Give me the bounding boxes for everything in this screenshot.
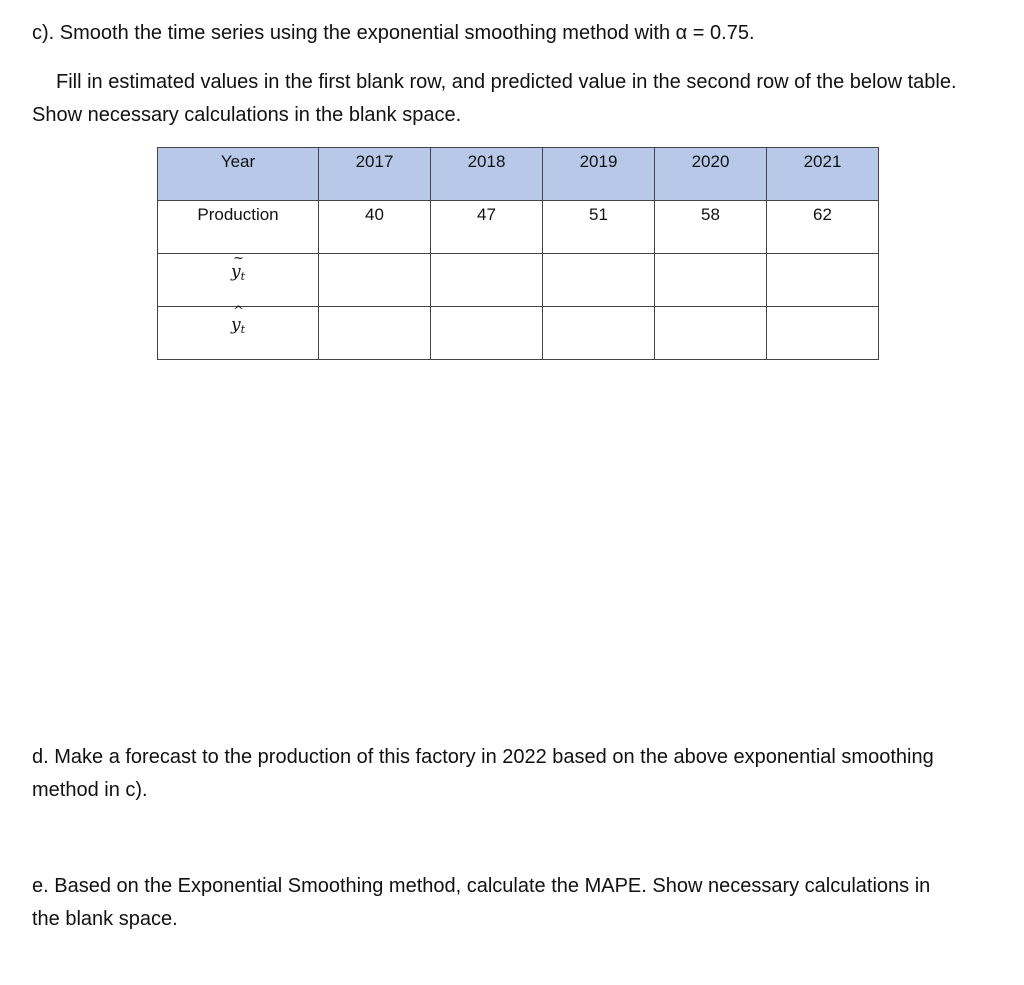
production-value: 62: [813, 205, 832, 224]
year-label: Year: [220, 152, 256, 171]
production-header-cell: [158, 201, 319, 254]
production-cell: [543, 201, 655, 254]
production-value: 47: [477, 205, 496, 224]
year-cell: [431, 148, 543, 201]
smoothed-symbol: [230, 251, 246, 283]
predicted-blank-cell[interactable]: [655, 307, 767, 360]
smoothed-blank-cell[interactable]: [655, 254, 767, 307]
smoothed-row: [158, 254, 879, 307]
production-label: Production: [197, 205, 279, 224]
year-cell: [655, 148, 767, 201]
production-cell: [767, 201, 879, 254]
smoothed-y: y: [230, 262, 241, 282]
smoothed-subscript: t: [240, 270, 246, 283]
year-row: [158, 148, 879, 201]
production-value: 58: [701, 205, 720, 224]
predicted-y: y: [230, 315, 241, 335]
production-value: 51: [589, 205, 608, 224]
year-value: 2020: [691, 152, 730, 171]
smoothed-header-cell: [158, 251, 319, 307]
year-value: 2018: [467, 152, 506, 171]
predicted-symbol: [230, 304, 246, 336]
question-c-instructions: Fill in estimated values in the first blank row, and predicted value in the second row of the below table. Show necessary calculations in the blank space.: [32, 71, 957, 126]
predicted-blank-cell[interactable]: [543, 307, 655, 360]
production-cell: [431, 201, 543, 254]
smoothed-blank-cell[interactable]: [319, 254, 431, 307]
smoothing-table: [157, 147, 879, 360]
year-cell: [543, 148, 655, 201]
question-d-text: d. Make a forecast to the production of this factory in 2022 based on the above exponential smoothing method in c).: [32, 746, 934, 801]
predicted-subscript: t: [240, 323, 246, 336]
year-cell: [767, 148, 879, 201]
smoothed-blank-cell[interactable]: [767, 254, 879, 307]
predicted-header-cell: [158, 304, 319, 360]
production-cell: [319, 201, 431, 254]
predicted-blank-cell[interactable]: [431, 307, 543, 360]
production-value: 40: [365, 205, 384, 224]
predicted-blank-cell[interactable]: [767, 307, 879, 360]
predicted-blank-cell[interactable]: [319, 307, 431, 360]
smoothed-blank-cell[interactable]: [543, 254, 655, 307]
year-value: 2019: [579, 152, 618, 171]
year-value: 2017: [355, 152, 394, 171]
year-cell: [319, 148, 431, 201]
question-c-title: c). Smooth the time series using the exponential smoothing method with α = 0.75.: [32, 22, 755, 44]
hat-accent: ^: [232, 304, 244, 319]
smoothed-blank-cell[interactable]: [431, 254, 543, 307]
year-header-cell: [158, 148, 319, 201]
production-cell: [655, 201, 767, 254]
production-row: [158, 201, 879, 254]
predicted-row: [158, 307, 879, 360]
year-value: 2021: [803, 152, 842, 171]
tilde-accent: ~: [232, 251, 244, 266]
question-e-text: e. Based on the Exponential Smoothing method, calculate the MAPE. Show necessary calculations in the blank space.: [32, 875, 931, 930]
